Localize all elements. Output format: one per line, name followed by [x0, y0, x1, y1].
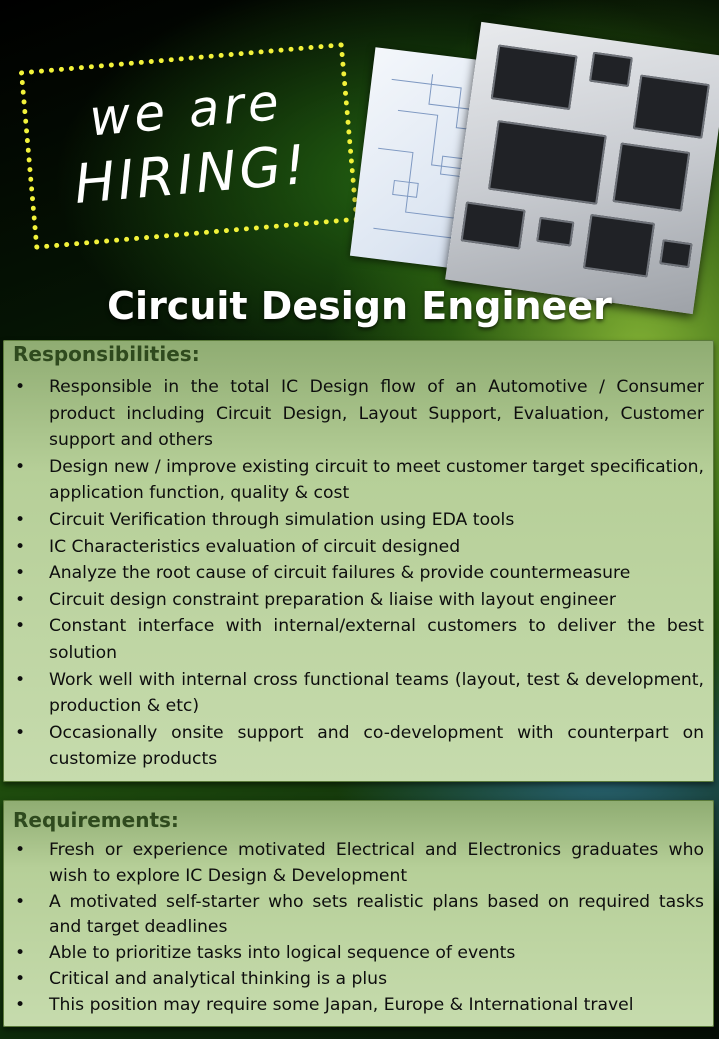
bullet-icon: • — [15, 840, 26, 860]
badge-line-1: we are — [86, 72, 285, 148]
responsibilities-panel — [3, 340, 714, 782]
badge-line-2: HIRING! — [71, 132, 312, 217]
bullet-icon: • — [15, 669, 26, 690]
list-item-text: Occasionally onsite support and co-development with counterpart on customize products — [49, 722, 704, 770]
bullet-icon: • — [15, 509, 26, 530]
hiring-badge — [19, 42, 359, 250]
job-title: Circuit Design Engineer — [107, 284, 612, 328]
bullet-icon: • — [15, 891, 26, 912]
list-item-text: IC Characteristics evaluation of circuit designed — [49, 536, 461, 557]
list-item — [3, 507, 714, 534]
list-item — [3, 374, 714, 454]
list-item — [3, 534, 714, 561]
list-item-text: A motivated self-starter who sets realistic plans based on required tasks and target deadlines — [49, 891, 704, 938]
list-item-text: Work well with internal cross functional teams (layout, test & development, production & etc) — [49, 669, 704, 717]
responsibilities-heading: Responsibilities: — [13, 342, 200, 366]
bullet-icon: • — [15, 722, 26, 743]
bullet-icon: • — [15, 968, 26, 989]
list-item-text: Critical and analytical thinking is a plus — [49, 968, 388, 989]
list-item-text: Constant interface with internal/external customers to deliver the best solution — [49, 616, 704, 663]
list-item — [3, 967, 714, 993]
requirements-panel — [3, 800, 714, 1027]
list-item — [3, 720, 714, 773]
list-item-text: Fresh or experience motivated Electrical and Electronics graduates who wish to explore IC Design & Development — [49, 840, 704, 886]
list-item — [3, 941, 714, 967]
ic-chips-image — [445, 22, 719, 314]
list-item — [3, 587, 714, 614]
bullet-icon: • — [15, 377, 26, 397]
requirements-list — [3, 838, 714, 1019]
bullet-icon: • — [15, 943, 26, 964]
bullet-icon: • — [15, 616, 26, 637]
bullet-icon: • — [15, 589, 26, 610]
list-item — [3, 613, 714, 666]
list-item-text: Able to prioritize tasks into logical sequence of events — [49, 943, 516, 964]
bullet-icon: • — [15, 563, 26, 584]
list-item — [3, 890, 714, 942]
list-item-text: Responsible in the total IC Design flow of an Automotive / Consumer product including Circuit Design, Layout Support, Evaluation, Customer support and others — [49, 377, 704, 451]
responsibilities-list — [3, 374, 714, 773]
list-item — [3, 560, 714, 587]
requirements-heading: Requirements: — [13, 808, 179, 832]
bullet-icon: • — [15, 536, 26, 557]
list-item — [3, 993, 714, 1019]
list-item-text: Analyze the root cause of circuit failures & provide countermeasure — [49, 563, 631, 584]
list-item — [3, 454, 714, 507]
list-item-text: Design new / improve existing circuit to meet customer target specification, application function, quality & cost — [49, 456, 704, 504]
list-item — [3, 838, 714, 890]
list-item-text: This position may require some Japan, Europe & International travel — [49, 994, 634, 1015]
bullet-icon: • — [15, 994, 26, 1015]
list-item — [3, 667, 714, 720]
bullet-icon: • — [15, 456, 26, 477]
list-item-text: Circuit design constraint preparation & liaise with layout engineer — [49, 589, 616, 610]
list-item-text: Circuit Verification through simulation using EDA tools — [49, 509, 515, 530]
